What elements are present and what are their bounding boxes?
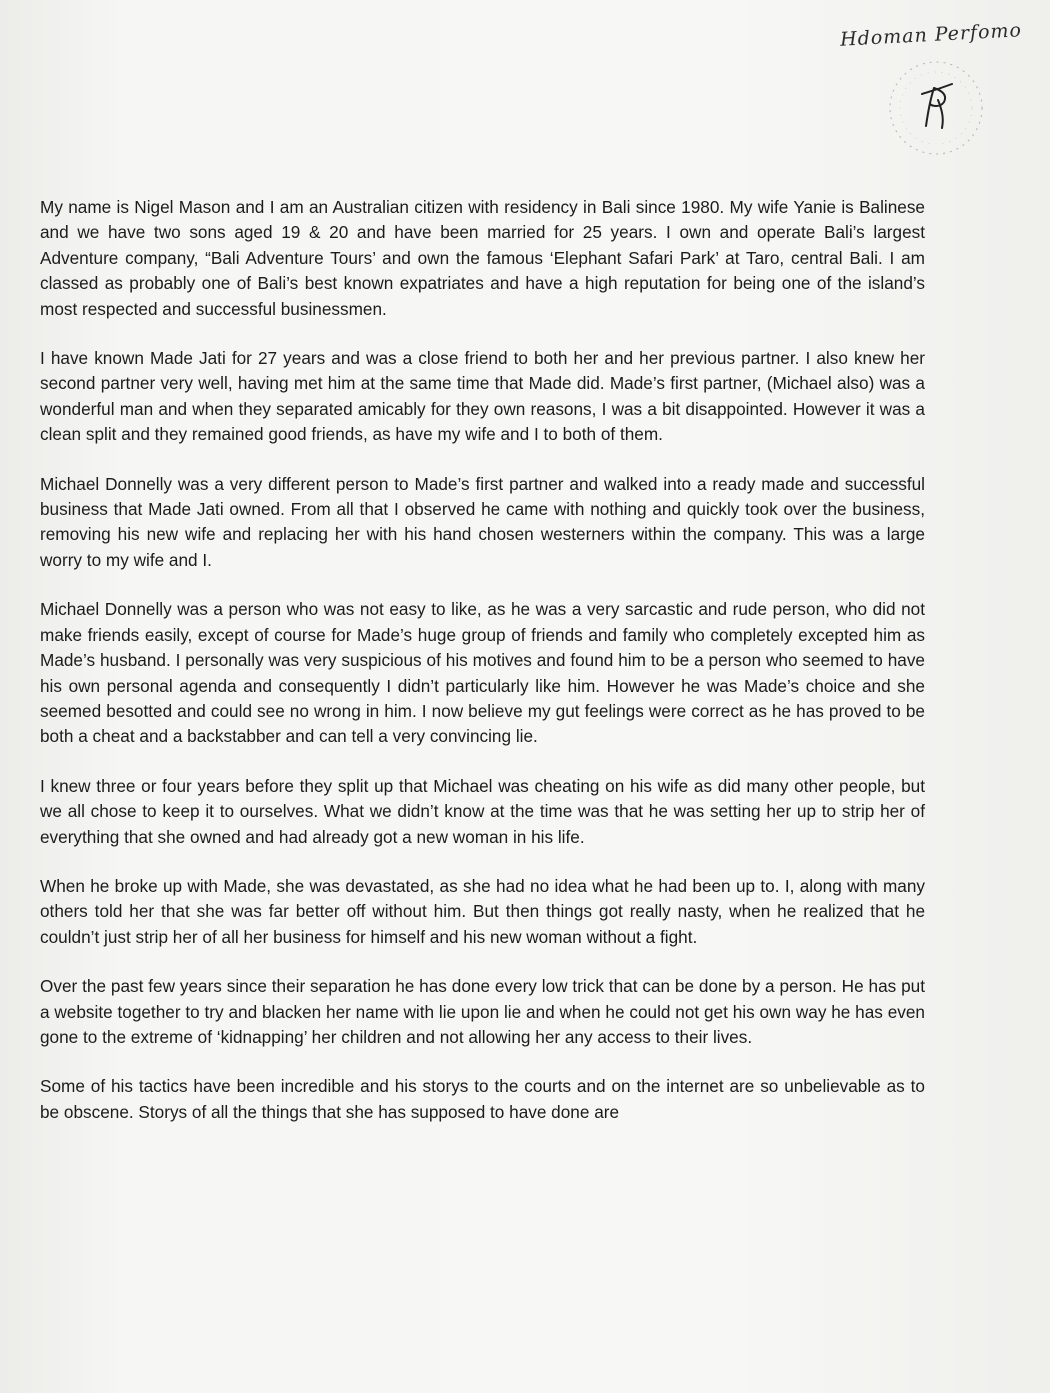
paragraph-8: Some of his tactics have been incredible and his storys to the courts and on the internet are so unbelievable as to be obscene. Storys of all the things that she has supposed to have done are [40, 1076, 925, 1122]
letter-body [40, 195, 925, 1149]
paragraph-7: Over the past few years since their separation he has done every low trick that can be done by a person. He has put a website together to try and blacken her name with lie upon lie and when he could not get his own way he has even gone to the extreme of ‘kidnapping’ her children and not allowing her any access to their lives. [40, 976, 925, 1047]
handwritten-annotation [830, 14, 1030, 154]
paragraph-2: I have known Made Jati for 27 years and was a close friend to both her and her previous partner. I also knew her second partner very well, having met him at the same time that Made did. Made’s first partner, (Michael also) was a wonderful man and when they separated amicably for they own reasons, I was a bit disappointed. However it was a clean split and they remained good friends, as have my wife and I to both of them. [40, 348, 925, 445]
paragraph-4: Michael Donnelly was a person who was not easy to like, as he was a very sarcastic and rude person, who did not make friends easily, except of course for Made’s huge group of friends and family who completely excepted him as Made’s husband. I personally was very suspicious of his motives and found him to be a person who seemed to have his own personal agenda and consequently I didn’t particularly like him. However he was Made’s choice and she seemed besotted and could see no wrong in him. I now believe my gut feelings were correct as he has proved to be both a cheat and a backstabber and can tell a very convincing lie. [40, 599, 925, 747]
signature-stamp-icon [882, 54, 990, 162]
handwritten-note: Hdoman Perfomo [839, 19, 1023, 51]
paragraph-5: I knew three or four years before they split up that Michael was cheating on his wife as did many other people, but we all chose to keep it to ourselves. What we didn’t know at the time was that he was setting her up to strip her of everything that she owned and had already got a new woman in his life. [40, 775, 925, 847]
paragraph-1: My name is Nigel Mason and I am an Australian citizen with residency in Bali since 1980. My wife Yanie is Balinese and we have two sons aged 19 & 20 and have been married for 25 years. I own and operate Bali’s largest Adventure company, “Bali Adventure Tours’ and own the famous ‘Elephant Safari Park’ at Taro, central Bali. I am classed as probably one of Bali’s best known expatriates and have a high reputation for being one of the island’s most respected and successful businessmen. [40, 197, 925, 319]
paragraph-6: When he broke up with Made, she was devastated, as she had no idea what he had been up to. I, along with many others told her that she was far better off without him. But then things got really nasty, when he realized that he couldn’t just strip her of all her business for himself and his new woman without a fight. [40, 875, 925, 947]
paragraph-3: Michael Donnelly was a very different person to Made’s first partner and walked into a ready made and successful business that Made Jati owned. From all that I observed he came with nothing and quickly took over the business, removing his new wife and replacing her with his hand chosen westerners within the company. This was a large worry to my wife and I. [40, 473, 925, 570]
